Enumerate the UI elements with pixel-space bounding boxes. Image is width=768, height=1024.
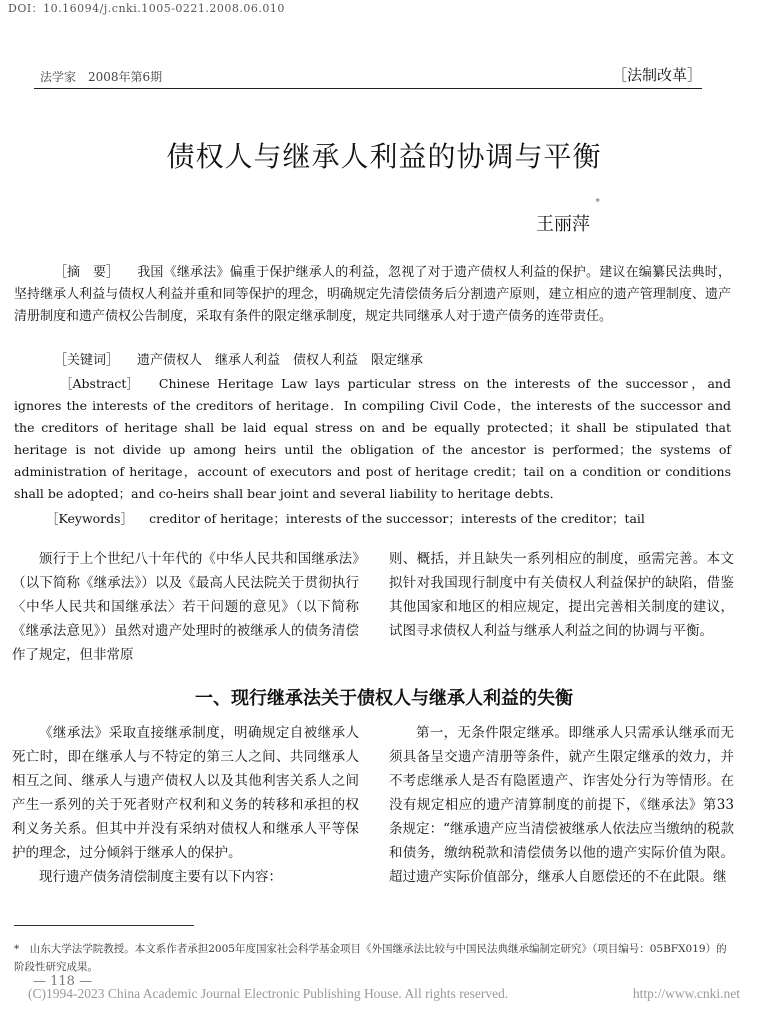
- section-heading: 一、现行继承法关于债权人与继承人利益的失衡: [195, 688, 573, 709]
- footnote-rule: [14, 925, 194, 926]
- abstract-en-tag: ［Abstract］: [60, 376, 139, 391]
- footnote: * 山东大学法学院教授。本文系作者承担2005年度国家社会科学基金项目《外国继承法比较与中国民法典继承编制定研究》（项目编号：05BFX019）的阶段性研究成果。: [14, 943, 727, 973]
- body-paragraph: 《继承法》采取直接继承制度，明确规定自被继承人死亡时，即在继承人与不特定的第三人之间、共同继承人相互之间、继承人与遗产债权人以及其他利害关系人之间产生一系列的关于死者财产权利和义务的转移和承担的权利义务关系。但其中并没有采纳对债权人和继承人平等保护的理念，过分倾斜于继承人的保护。: [12, 725, 359, 861]
- intro-paragraph-left: 颁行于上个世纪八十年代的《中华人民共和国继承法》（以下简称《继承法》）以及《最高人民法院关于贯彻执行〈中华人民共和国继承法〉若干问题的意见》（以下简称《继承法意见》）虽然对遗产处理时的被继承人的债务清偿作了规定，但非常原: [12, 551, 359, 663]
- abstract-cn: [14, 262, 731, 328]
- intro-paragraph-right: 则、概括，并且缺失一系列相应的制度，亟需完善。本文拟针对我国现行制度中有关债权人利益保护的缺陷，借鉴其他国家和地区的相应规定，提出完善相关制度的建议，试图寻求债权人利益与继承人利益之间的协调与平衡。: [389, 551, 734, 639]
- keywords-cn-text: 遗产债权人 继承人利益 债权人利益 限定继承: [137, 353, 424, 368]
- abstract-cn-text: 我国《继承法》偏重于保护继承人的利益，忽视了对于遗产债权人利益的保护。建议在编纂民法典时，坚持继承人利益与债权人利益并重和同等保护的理念，明确规定先清偿债务后分割遗产原则，建立相应的遗产管理制度、遗产清册制度和遗产债权公告制度，采取有条件的限定继承制度，规定共同继承人对于遗产债务的连带责任。: [14, 265, 731, 324]
- keywords-cn-tag: ［关键词］: [54, 353, 120, 368]
- author-name: 王丽萍: [536, 214, 590, 235]
- doi-line: DOI：10.16094/j.cnki.1005-0221.2008.06.010: [8, 2, 285, 15]
- keywords-en-tag: ［Keywords］: [46, 511, 134, 526]
- article-title: 债权人与继承人利益的协调与平衡: [166, 140, 602, 173]
- abstract-en-text: Chinese Heritage Law lays particular stress on the interests of the successor，and ignores the interests of the creditors of heritage．In compiling Civil Code，the interests of the successor and the creditors of heritage shall be laid equal stress on and be equally protected；it shall be stipulated that heritage is not divide up among heirs until the obligation of the ancestor is performed；the systems of administration of heritage，account of executors and post of heritage credit；tail on a condition or conditions shall be adopted；and co-heirs shall bear joint and several liability to heritage debts．: [14, 376, 731, 501]
- copyright-notice: (C)1994-2023 China Academic Journal Electronic Publishing House. All rights reserved.: [28, 986, 509, 1001]
- header-rule: [34, 88, 702, 89]
- body-paragraph: 现行遗产债务清偿制度主要有以下内容：: [39, 869, 282, 885]
- abstract-en: [14, 373, 731, 505]
- author-footnote-mark: *: [595, 198, 600, 208]
- page-number: — 118 —: [33, 974, 93, 989]
- journal-issue: 法学家 2008年第6期: [40, 70, 163, 84]
- keywords-en: [14, 508, 731, 530]
- body-column-left: [12, 721, 359, 889]
- column-label: ［法制改革］: [611, 66, 702, 84]
- cnki-link[interactable]: http://www.cnki.net: [632, 986, 740, 1001]
- keywords-cn: [14, 350, 731, 372]
- copyright-bar: [28, 986, 740, 1002]
- body-paragraph: 第一，无条件限定继承。即继承人只需承认继承而无须具备呈交遗产清册等条件，就产生限定继承的效力，并不考虑继承人是否有隐匿遗产、诈害处分行为等情形。在没有规定相应的遗产清算制度的前提下，《继承法》第33条规定：“继承遗产应当清偿被继承人依法应当缴纳的税款和债务，缴纳税款和清偿债务以他的遗产实际价值为限。超过遗产实际价值部分，继承人自愿偿还的不在此限。继: [389, 725, 734, 885]
- body-column-right: [389, 721, 734, 889]
- keywords-en-text: creditor of heritage；interests of the successor；interests of the creditor；tail: [149, 511, 645, 526]
- abstract-cn-tag: ［摘 要］: [54, 265, 120, 280]
